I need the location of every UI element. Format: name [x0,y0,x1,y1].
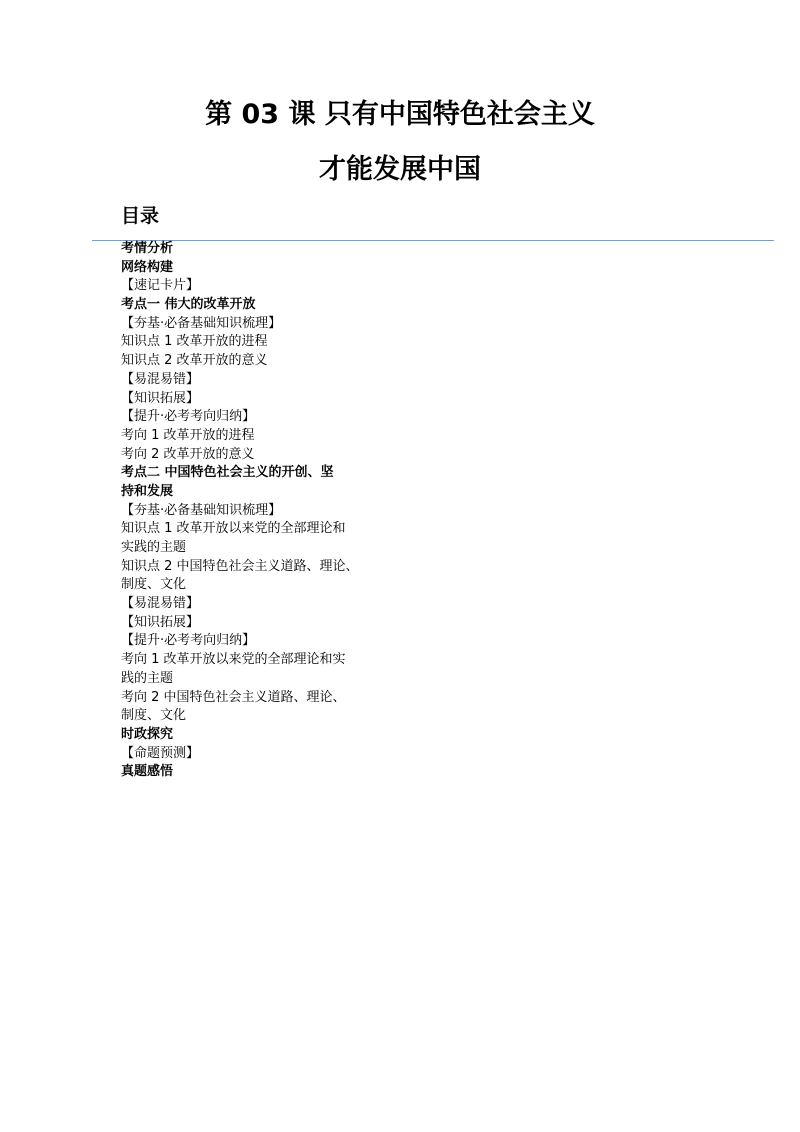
document-title-line-1: 第 03 课 只有中国特色社会主义 [205,99,595,130]
toc-item[interactable]: 【夯基·必备基础知识梳理】 [121,315,282,331]
toc-item[interactable]: 【提升·必考考向归纳】 [121,409,256,425]
toc-item[interactable]: 【知识拓展】 [121,390,200,406]
toc-item[interactable]: 真题感悟 [121,764,174,780]
toc-item[interactable]: 【夯基·必备基础知识梳理】 [121,502,282,518]
toc-item[interactable]: 知识点 1 改革开放的进程 [121,334,268,350]
toc-item[interactable]: 考情分析 [121,241,174,256]
toc-item[interactable]: 【易混易错】 [121,371,200,387]
toc-item[interactable]: 知识点 1 改革开放以来党的全部理论和 [121,521,346,537]
toc-item[interactable]: 持和发展 [121,483,174,499]
toc-item[interactable]: 考向 2 改革开放的意义 [121,446,255,462]
toc-heading: 目录 [121,205,160,227]
toc-item[interactable]: 考点二 中国特色社会主义的开创、坚 [121,465,334,481]
toc-item[interactable]: 考点一 伟大的改革开放 [121,297,256,313]
toc-item[interactable]: 考向 2 中国特色社会主义道路、理论、 [121,689,346,705]
toc-item[interactable]: 考向 1 改革开放以来党的全部理论和实 [121,652,346,668]
toc-item[interactable]: 【速记卡片】 [121,278,200,294]
toc-item[interactable]: 网络构建 [121,259,174,275]
toc-item[interactable]: 考向 1 改革开放的进程 [121,427,255,443]
toc-item[interactable]: 知识点 2 中国特色社会主义道路、理论、 [121,558,359,574]
toc-item[interactable]: 制度、文化 [121,708,187,724]
toc-item[interactable]: 知识点 2 改革开放的意义 [121,353,268,369]
toc-item[interactable]: 【知识拓展】 [121,614,200,630]
toc-item[interactable]: 时政探究 [121,726,174,742]
toc-item[interactable]: 践的主题 [121,670,174,686]
table-of-contents [121,240,401,782]
toc-item[interactable]: 【易混易错】 [121,596,200,612]
toc-item[interactable]: 【命题预测】 [121,745,200,761]
toc-item[interactable]: 【提升·必考考向归纳】 [121,633,256,649]
toc-item[interactable]: 制度、文化 [121,577,187,593]
document-title-line-2: 才能发展中国 [319,154,481,185]
toc-item[interactable]: 实践的主题 [121,540,187,555]
